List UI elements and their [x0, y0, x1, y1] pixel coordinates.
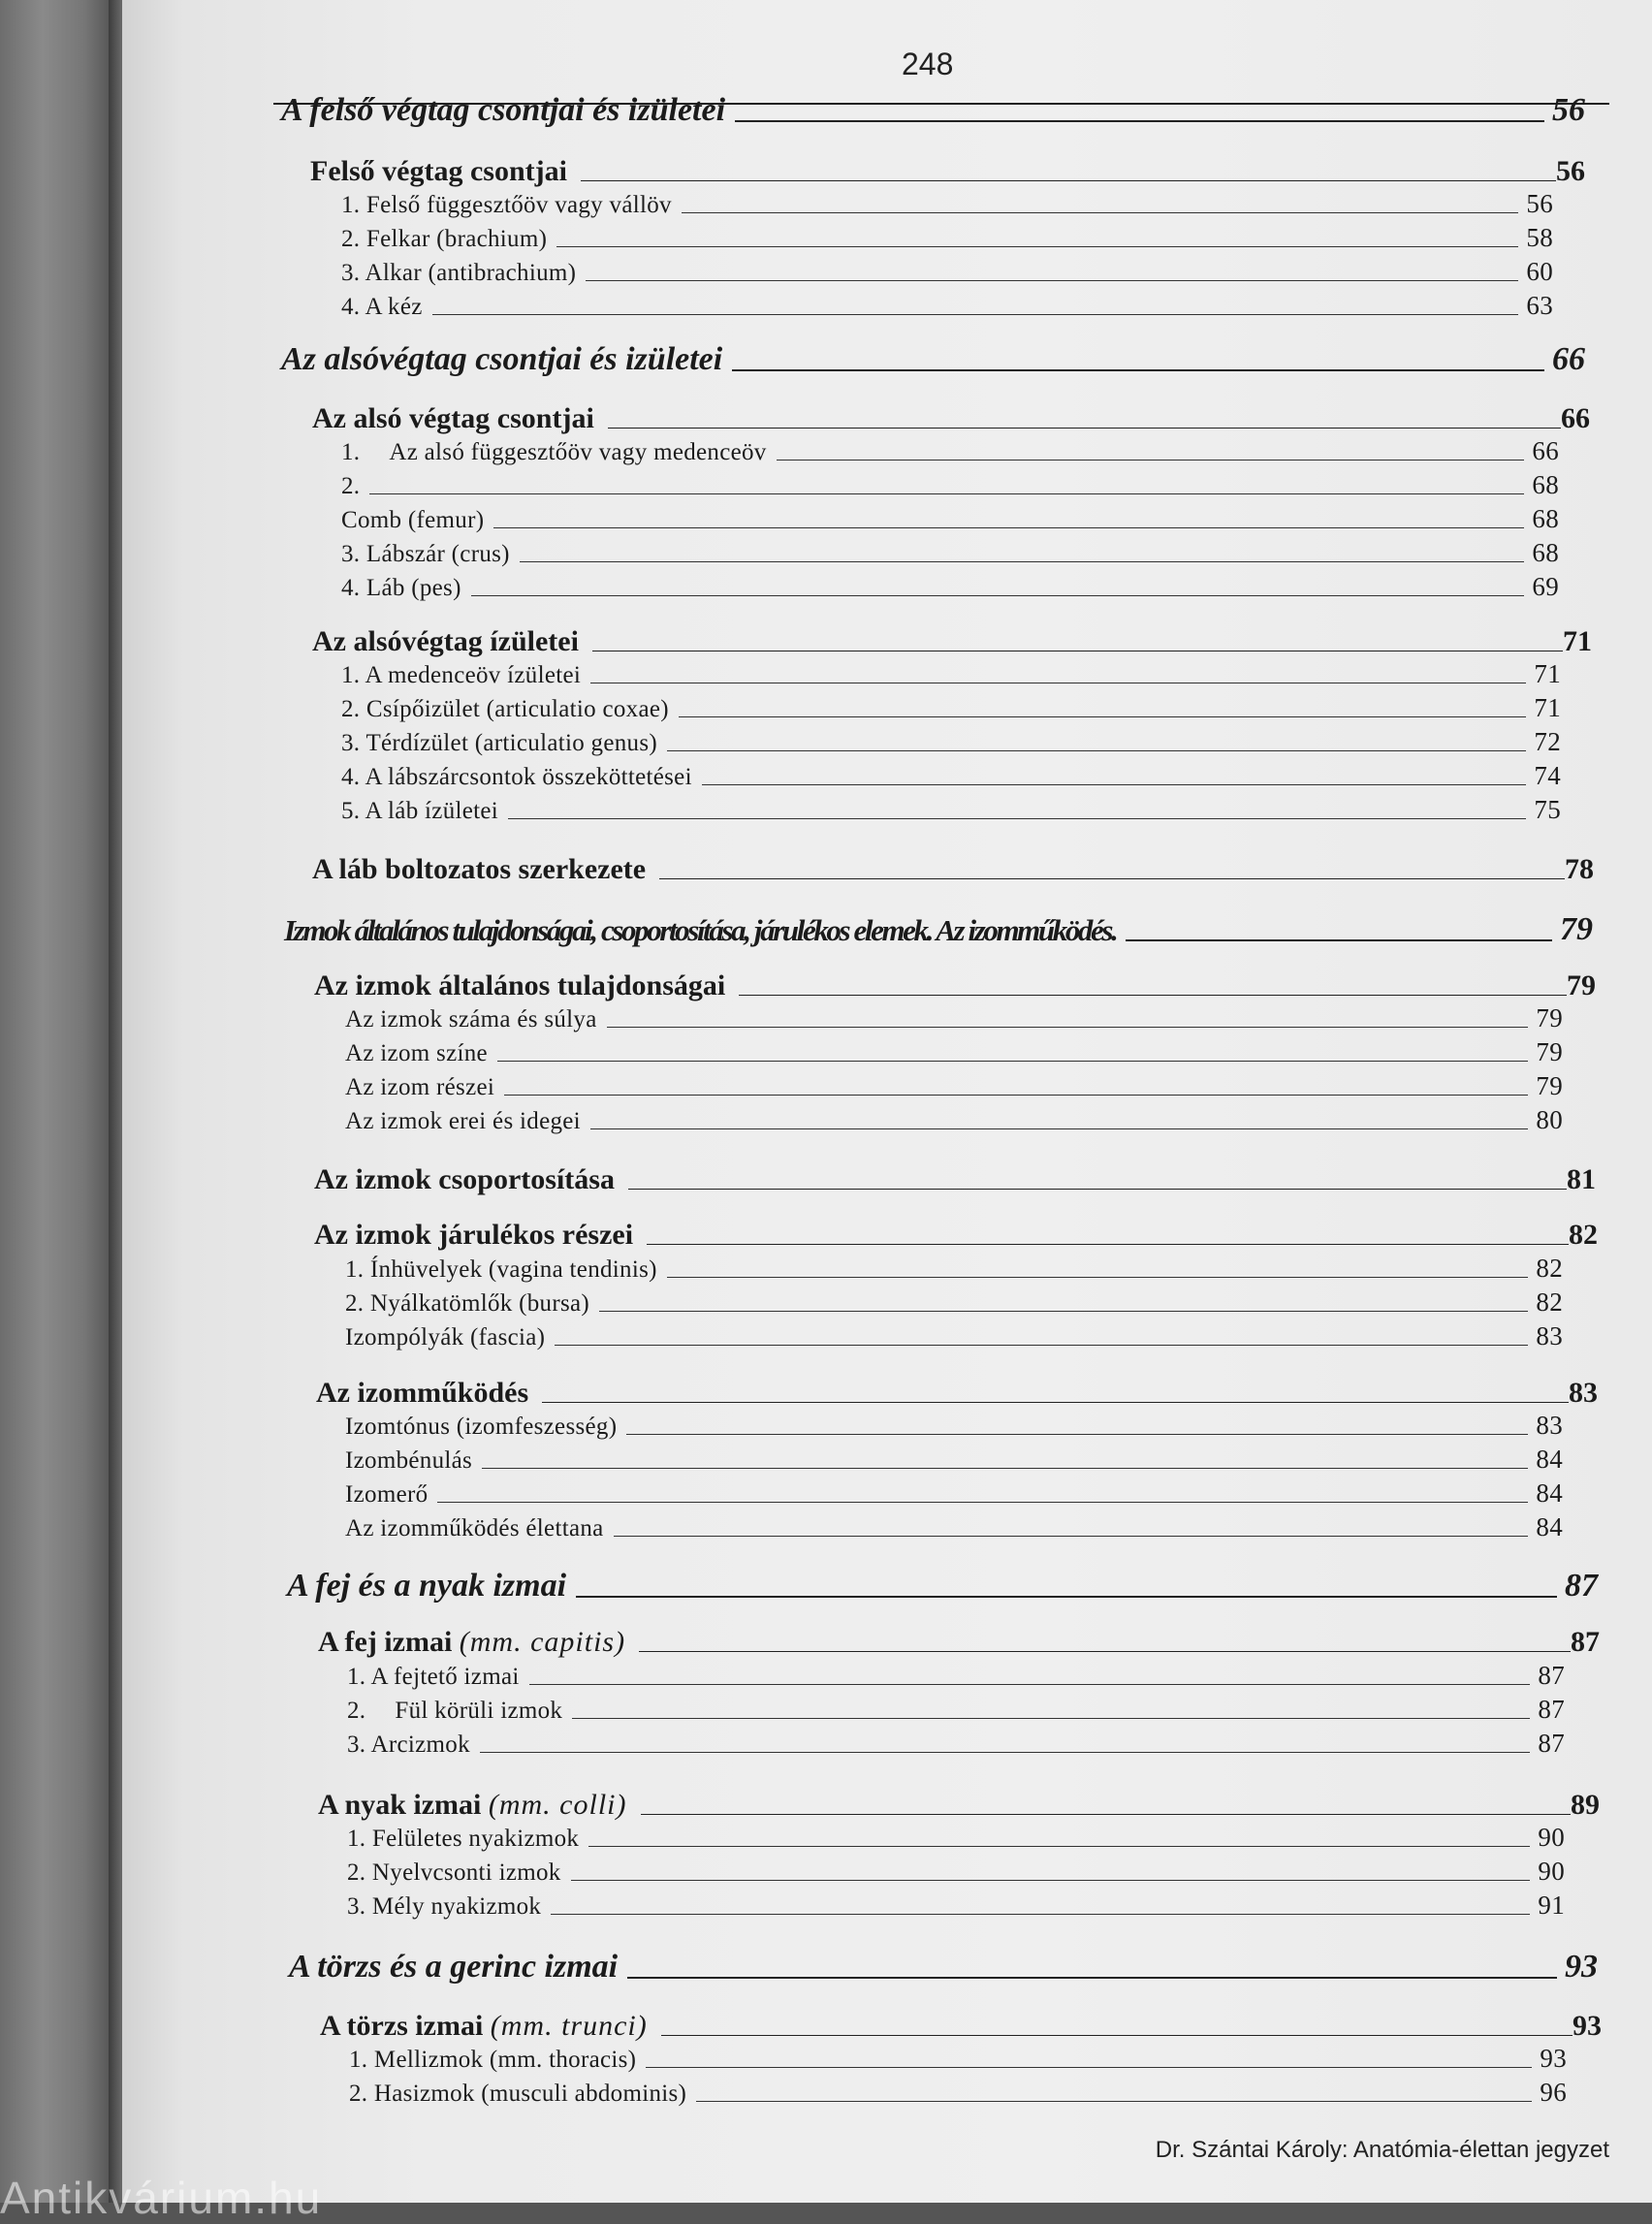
- toc-entry: 1. Felületes nyakizmok 90: [347, 1823, 1565, 1852]
- toc-entry: 2. Felkar (brachium) 58: [341, 223, 1553, 252]
- toc-entry: Izombénulás 84: [345, 1445, 1563, 1474]
- toc-entry: Az izmok száma és súlya 79: [345, 1003, 1563, 1033]
- toc-part-page: 56: [1552, 92, 1585, 128]
- toc-entry: 2. Fül körüli izmok 87: [347, 1695, 1565, 1724]
- page-number: 248: [902, 47, 954, 81]
- toc-entry: 1. Ínhüvelyek (vagina tendinis) 82: [345, 1254, 1563, 1283]
- toc-entry: 3. Arcizmok 87: [347, 1729, 1565, 1758]
- toc-entry: 1. Az alsó függesztőöv vagy medenceöv 66: [341, 436, 1559, 465]
- toc-section: Az izmok általános tulajdonságai 79: [314, 969, 1596, 1001]
- toc-section: A törzs izmai (mm. trunci) 93: [320, 2010, 1602, 2042]
- toc-entry: Comb (femur) 68: [341, 504, 1559, 533]
- toc-entry: 2. Csípőizület (articulatio coxae) 71: [341, 693, 1561, 722]
- toc-section: Az alsóvégtag ízületei 71: [312, 625, 1592, 657]
- toc-entry: 1. A fejtető izmai 87: [347, 1661, 1565, 1690]
- watermark: Antikvárium.hu: [0, 2173, 323, 2223]
- toc-section: [310, 155, 1585, 188]
- toc-entry: 1. Mellizmok (mm. thoracis) 93: [349, 2044, 1567, 2073]
- toc-entry: 1. Felső függesztőöv vagy vállöv 56: [341, 189, 1553, 218]
- toc-part: A törzs és a gerinc izmai 93: [289, 1949, 1598, 1985]
- toc-part-page: 66: [1552, 341, 1585, 377]
- toc-entry: 4. A lábszárcsontok összeköttetései 74: [341, 761, 1561, 790]
- toc-entry: 4. A kéz 63: [341, 291, 1553, 320]
- toc-part: A fej és a nyak izmai 87: [287, 1568, 1598, 1604]
- toc-entry: 3. Lábszár (crus) 68: [341, 538, 1559, 567]
- toc-entry: Az izmok erei és idegei 80: [345, 1105, 1563, 1134]
- toc-section: A láb boltozatos szerkezete 78: [312, 853, 1594, 885]
- toc-entry: 4. Láb (pes) 69: [341, 572, 1559, 601]
- toc-entry: 3. Mély nyakizmok 91: [347, 1890, 1565, 1920]
- toc-section-page: 56: [1556, 155, 1585, 187]
- toc-section: Az izmok járulékos részei 82: [314, 1219, 1598, 1251]
- toc-entry: 3. Térdízület (articulatio genus) 72: [341, 727, 1561, 756]
- toc-section-title: Felső végtag csontjai: [310, 155, 567, 187]
- toc-entry: 1. A medenceöv ízületei 71: [341, 659, 1561, 688]
- toc-entry: 2. Nyálkatömlők (bursa) 82: [345, 1287, 1563, 1317]
- toc-entry: 3. Alkar (antibrachium) 60: [341, 257, 1553, 286]
- toc-entry: 2. Nyelvcsonti izmok 90: [347, 1857, 1565, 1886]
- toc-section: Az izomműködés 83: [316, 1377, 1598, 1409]
- toc-part-title: A felső végtag csontjai és izületei: [281, 92, 726, 128]
- toc-section: Az izmok csoportosítása 81: [314, 1163, 1596, 1195]
- page-footer: Dr. Szántai Károly: Anatómia-élettan jegyzet: [1155, 2137, 1609, 2163]
- toc-section: Az alsó végtag csontjai 66: [312, 402, 1590, 434]
- toc-section: A nyak izmai (mm. colli) 89: [318, 1789, 1600, 1821]
- toc-entry: Izompólyák (fascia) 83: [345, 1321, 1563, 1350]
- toc-entry: Az izom színe 79: [345, 1037, 1563, 1066]
- toc-part: [281, 341, 1585, 378]
- toc-part-title: Az alsóvégtag csontjai és izületei: [281, 341, 723, 377]
- toc-entry: Izomerő 84: [345, 1478, 1563, 1508]
- toc-entry: 5. A láb ízületei 75: [341, 795, 1561, 824]
- toc-section: A fej izmai (mm. capitis) 87: [318, 1626, 1600, 1658]
- toc-entry: 2. Hasizmok (musculi abdominis) 96: [349, 2078, 1567, 2107]
- toc-entry: Izomtónus (izomfeszesség) 83: [345, 1411, 1563, 1440]
- toc-entry: Az izomműködés élettana 84: [345, 1512, 1563, 1541]
- toc-part: Izmok általános tulajdonságai, csoportosítása, járulékos elemek. Az izomműködés. 79: [284, 911, 1593, 947]
- toc-entry: Az izom részei 79: [345, 1071, 1563, 1100]
- toc-entry: 2. 68: [341, 470, 1559, 499]
- toc-part: [281, 92, 1585, 129]
